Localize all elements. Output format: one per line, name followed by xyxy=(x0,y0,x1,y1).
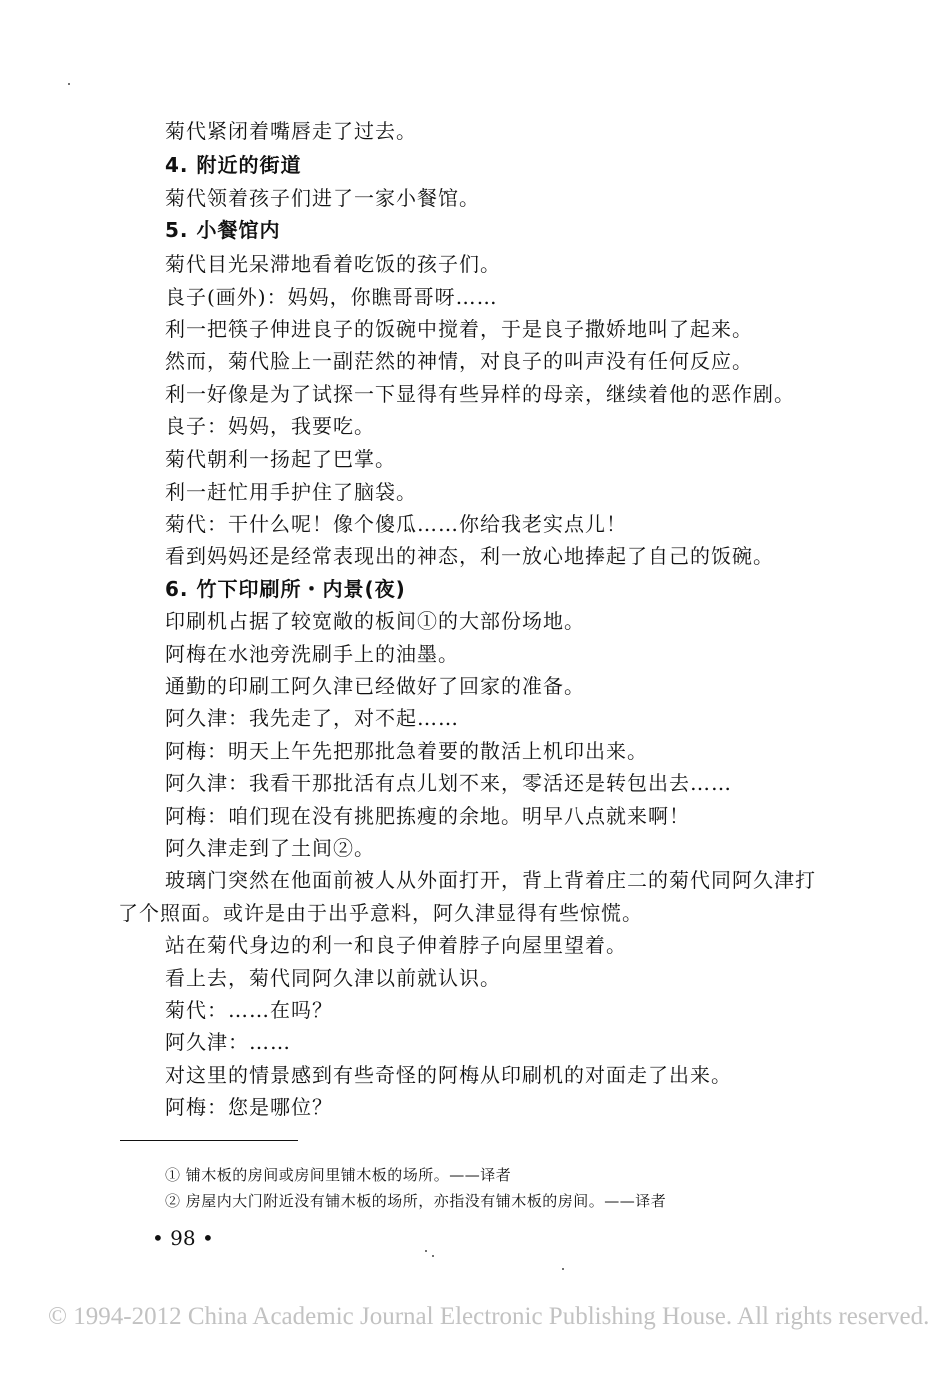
dialogue-line: 菊代：干什么呢！像个傻瓜……你给我老实点儿！ xyxy=(165,512,627,536)
body-text-line: 阿久津走到了土间②。 xyxy=(165,836,375,860)
body-text-line: 利一把筷子伸进良子的饭碗中搅着，于是良子撒娇地叫了起来。 xyxy=(165,317,753,341)
dialogue-line: 阿久津：我先走了，对不起…… xyxy=(165,706,459,730)
scan-speck xyxy=(562,1268,564,1270)
body-text-line: 利一好像是为了试探一下显得有些异样的母亲，继续着他的恶作剧。 xyxy=(165,382,795,406)
footnote-1: ① 铺木板的房间或房间里铺木板的场所。——译者 xyxy=(165,1166,512,1184)
body-text-line: 通勤的印刷工阿久津已经做好了回家的准备。 xyxy=(165,674,585,698)
footnote-divider xyxy=(120,1140,298,1141)
body-text-line: 印刷机占据了较宽敞的板间①的大部份场地。 xyxy=(165,609,585,633)
dialogue-line: 阿梅：您是哪位？ xyxy=(165,1095,333,1119)
dialogue-line: 良子(画外)：妈妈，你瞧哥哥呀…… xyxy=(165,285,498,309)
copyright-watermark: © 1994-2012 China Academic Journal Electronic Publishing House. All rights reserved. xyxy=(48,1303,930,1330)
body-text-line: 玻璃门突然在他面前被人从外面打开，背上背着庄二的菊代同阿久津打 xyxy=(165,868,816,892)
body-text-line: 看到妈妈还是经常表现出的神态，利一放心地捧起了自己的饭碗。 xyxy=(165,544,774,568)
page-number: • 98 • xyxy=(152,1226,214,1250)
dialogue-line: 阿久津：我看干那批活有点儿划不来，零活还是转包出去…… xyxy=(165,771,732,795)
body-text-line: 菊代领着孩子们进了一家小餐馆。 xyxy=(165,186,480,210)
scan-speck xyxy=(68,83,70,85)
scene-heading: 6. 竹下印刷所・内景(夜) xyxy=(165,577,406,601)
body-text-line: 然而，菊代脸上一副茫然的神情，对良子的叫声没有任何反应。 xyxy=(165,349,753,373)
dialogue-line: 阿梅：咱们现在没有挑肥拣瘦的余地。明早八点就来啊！ xyxy=(165,804,690,828)
body-text-line: 站在菊代身边的利一和良子伸着脖子向屋里望着。 xyxy=(165,933,627,957)
body-text-line: 利一赶忙用手护住了脑袋。 xyxy=(165,480,417,504)
body-text-line: 看上去，菊代同阿久津以前就认识。 xyxy=(165,966,501,990)
body-text-line: 阿梅在水池旁洗刷手上的油墨。 xyxy=(165,642,459,666)
body-text-line: 菊代朝利一扬起了巴掌。 xyxy=(165,447,396,471)
scene-heading: 5. 小餐馆内 xyxy=(165,218,281,242)
body-text-line: 菊代紧闭着嘴唇走了过去。 xyxy=(165,119,417,143)
scan-speck xyxy=(425,1250,427,1252)
body-text-line: 对这里的情景感到有些奇怪的阿梅从印刷机的对面走了出来。 xyxy=(165,1063,732,1087)
dialogue-line: 阿梅：明天上午先把那批急着要的散活上机印出来。 xyxy=(165,739,648,763)
dialogue-line: 良子：妈妈，我要吃。 xyxy=(165,414,375,438)
body-text-line: 了个照面。或许是由于出乎意料，阿久津显得有些惊慌。 xyxy=(118,901,643,925)
dialogue-line: 菊代：……在吗？ xyxy=(165,998,333,1022)
footnote-2: ② 房屋内大门附近没有铺木板的场所，亦指没有铺木板的房间。——译者 xyxy=(165,1192,667,1210)
scene-heading: 4. 附近的街道 xyxy=(165,153,302,177)
scan-speck xyxy=(432,1255,434,1257)
dialogue-line: 阿久津：…… xyxy=(165,1030,291,1054)
body-text-line: 菊代目光呆滞地看着吃饭的孩子们。 xyxy=(165,252,501,276)
